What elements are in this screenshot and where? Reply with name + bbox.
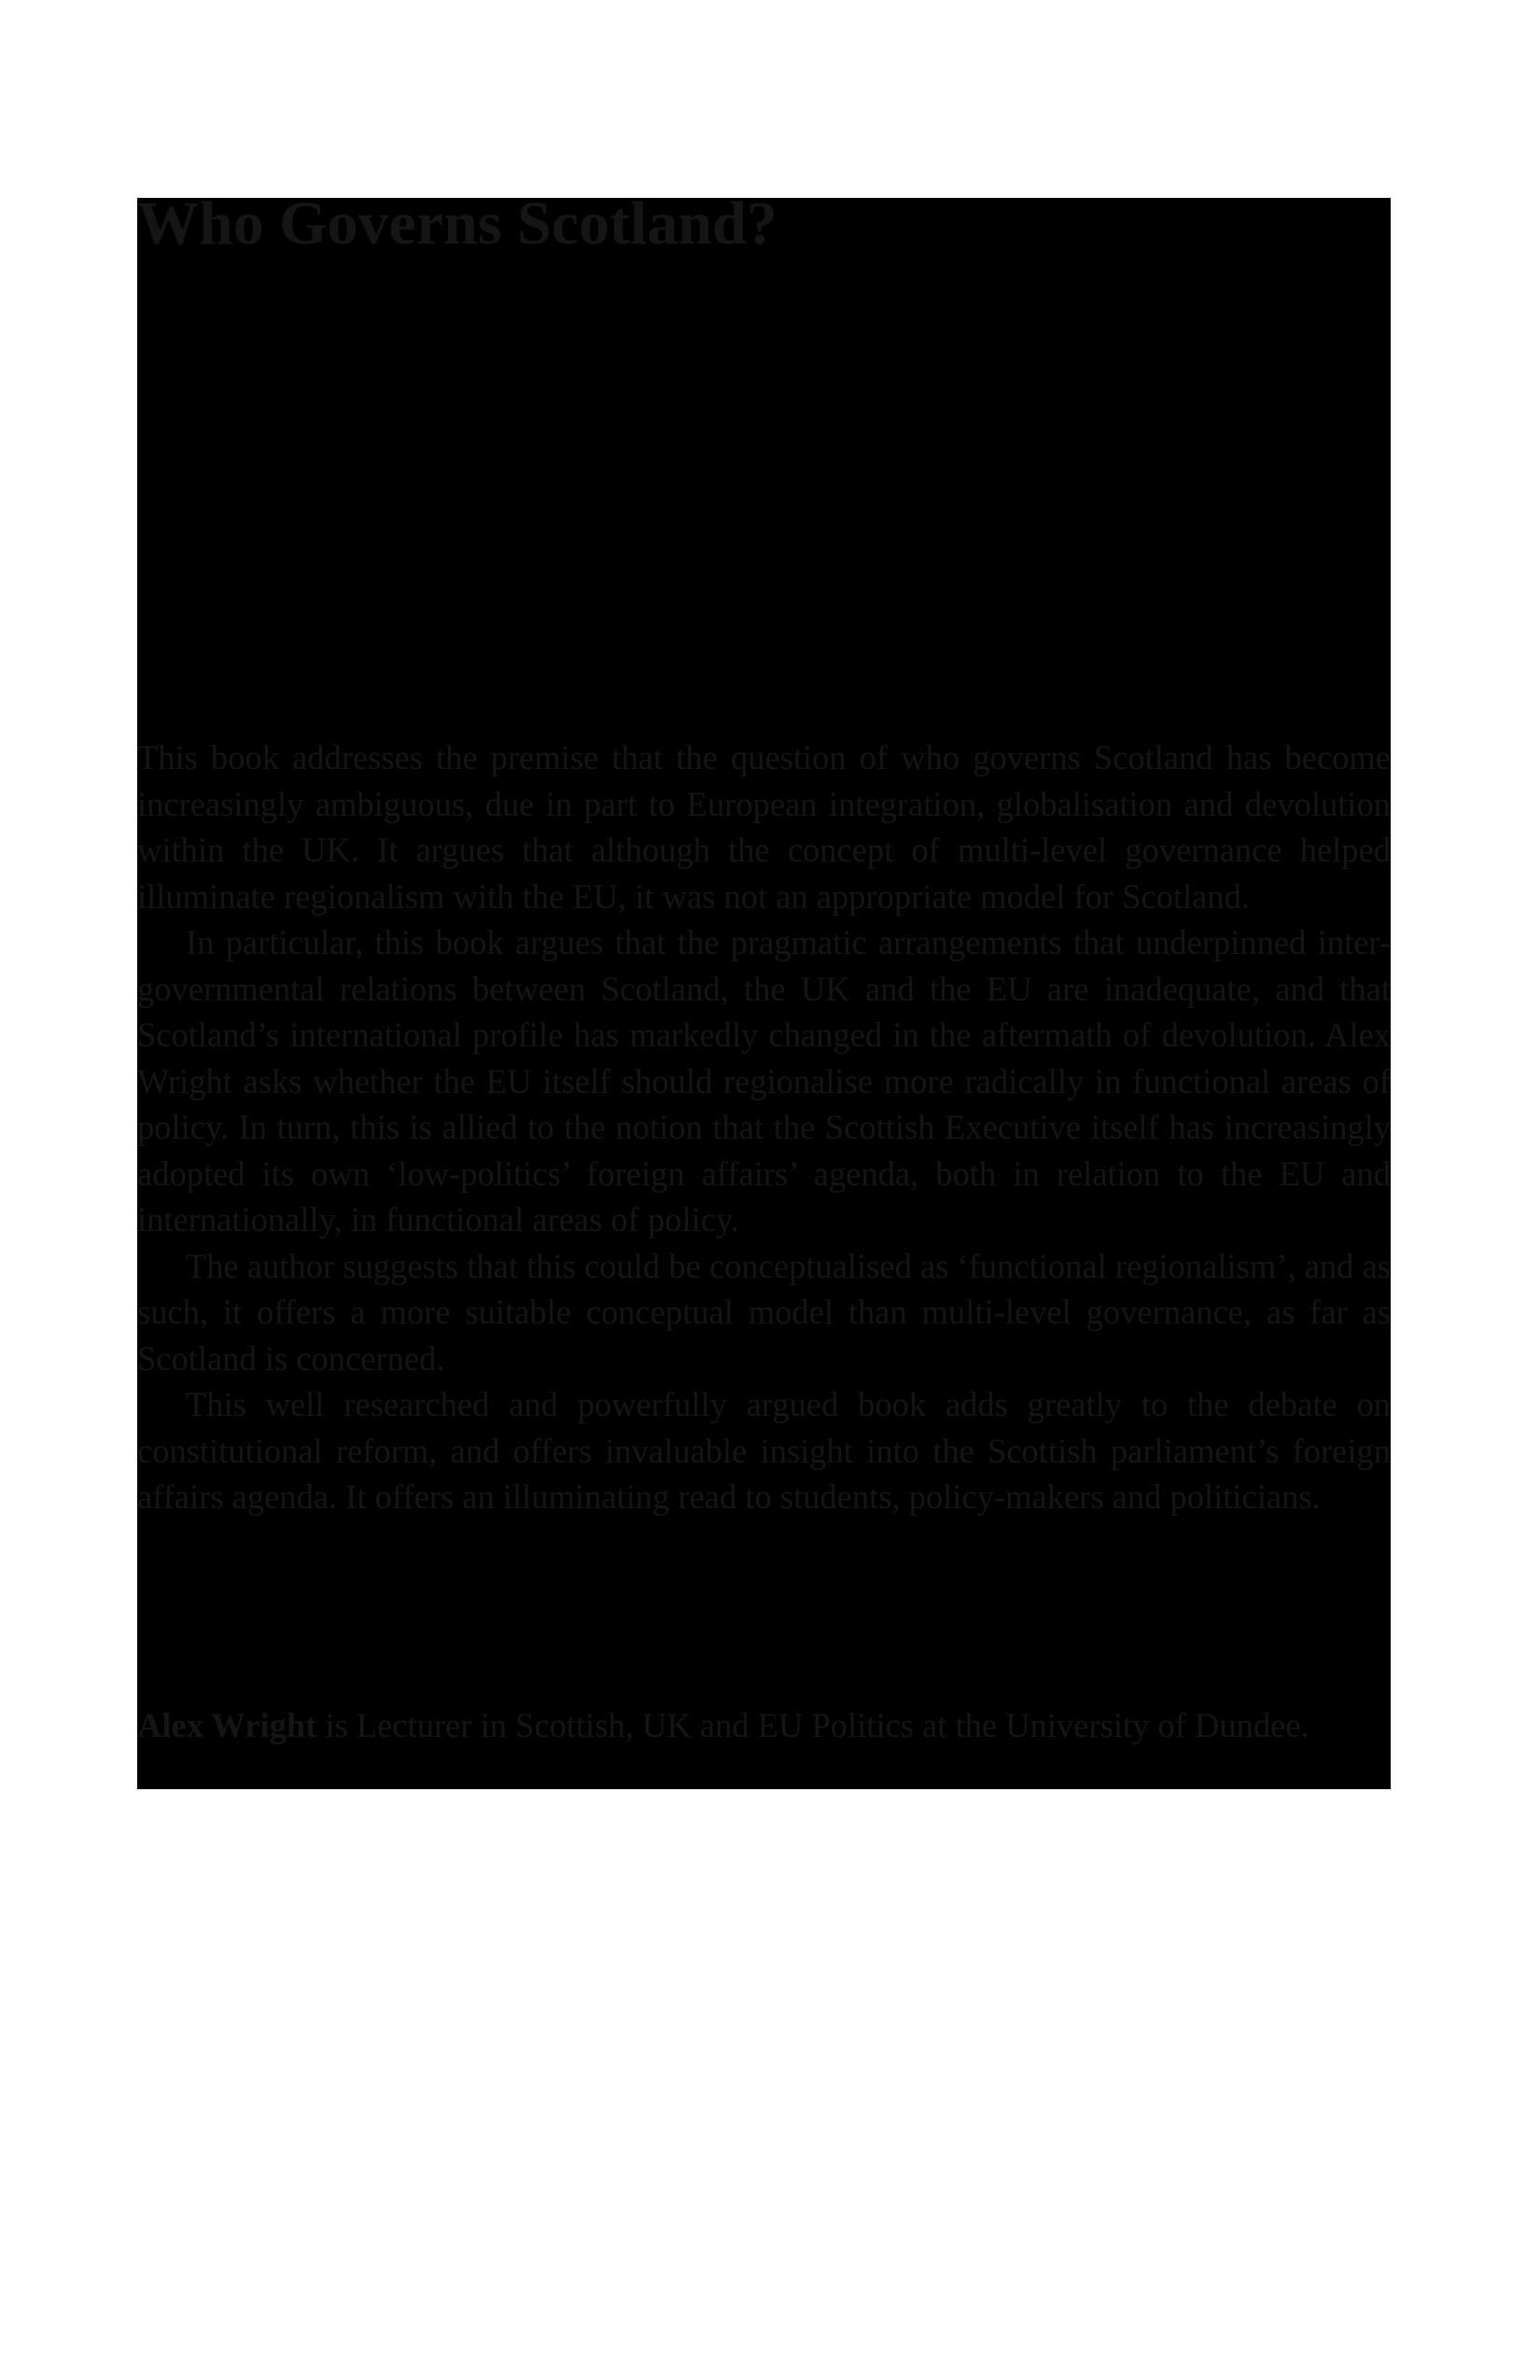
cover-text-block xyxy=(137,198,1391,1789)
blurb-paragraph: This book addresses the premise that the question of who governs Scotland has become increasingly ambiguous, due in part to European integration, globalisation and devolution within the UK. It argues that although the concept of multi-level governance helped illuminate regionalism with the EU, it was not an appropriate model for Scotland. xyxy=(137,738,1391,916)
book-blurb xyxy=(137,735,1391,1520)
author-name: Alex Wright xyxy=(137,1706,317,1744)
blurb-paragraph: In particular, this book argues that the pragmatic arrangements that underpinned inter-governmental relations between Scotland, the UK and the EU are inadequate, and that Scotland’s international profile has markedly changed in the aftermath of devolution. Alex Wright asks whether the EU itself should regionalise more radically in functional areas of policy. In turn, this is allied to the notion that the Scottish Executive itself has increasingly adopted its own ‘low-politics’ foreign affairs’ agenda, both in relation to the EU and internationally, in functional areas of policy. xyxy=(137,923,1391,1239)
author-bio-text: is Lecturer in Scottish, UK and EU Politics at the University of Dundee. xyxy=(316,1706,1309,1744)
blurb-paragraph: The author suggests that this could be conceptualised as ‘functional regionalism’, and as such, it offers a more suitable conceptual model than multi-level governance, as far as Scotland is concerned. xyxy=(137,1246,1391,1378)
blurb-paragraph: This well researched and powerfully argued book adds greatly to the debate on constitutional reform, and offers invaluable insight into the Scottish parliament’s foreign affairs agenda. It offers an illuminating read to students, policy-makers and politicians. xyxy=(137,1385,1391,1516)
author-bio xyxy=(137,1702,1391,1749)
book-title: Who Governs Scotland? xyxy=(137,198,777,258)
